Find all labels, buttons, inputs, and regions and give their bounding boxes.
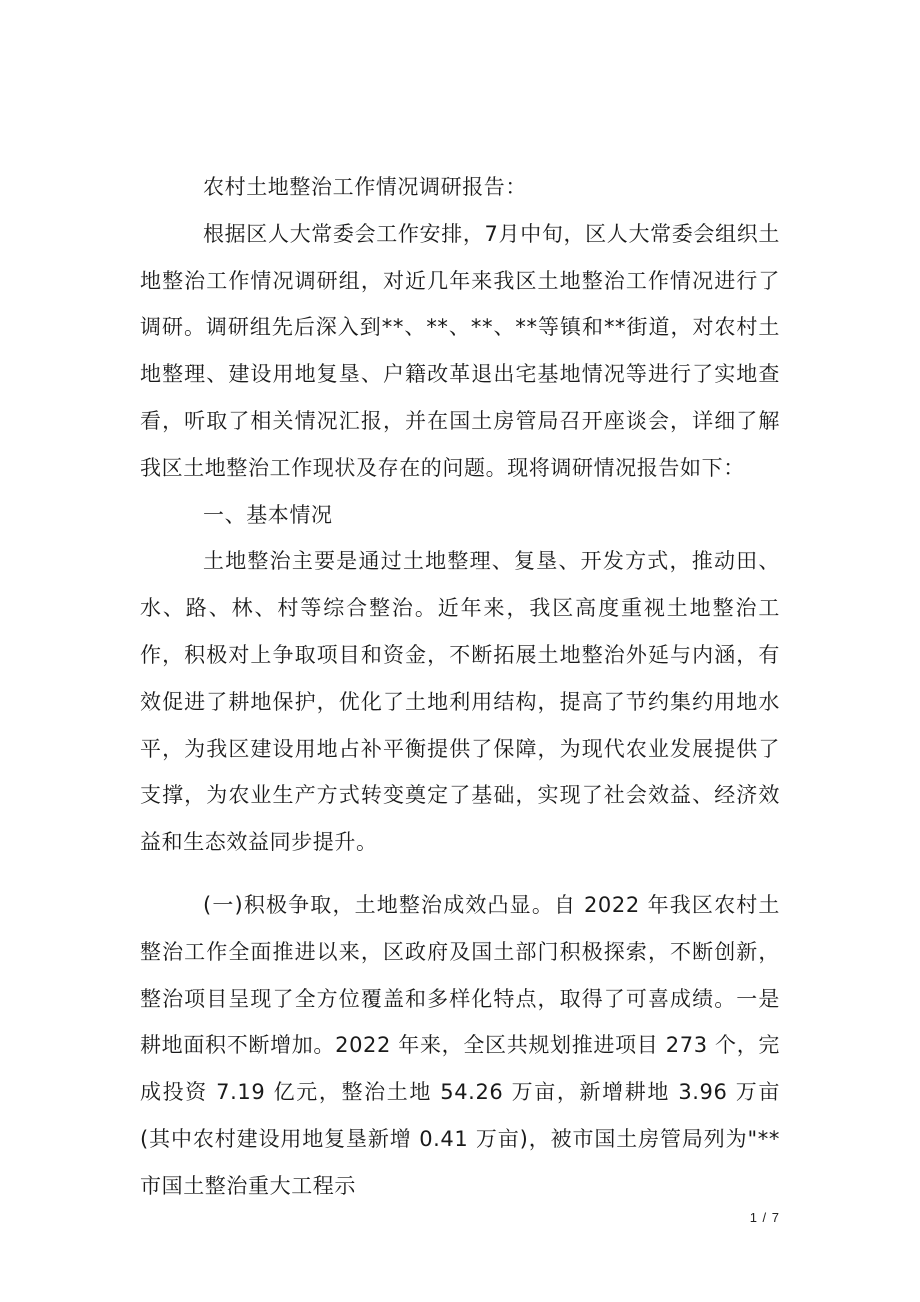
section-heading-basic-situation: 一、基本情况 <box>203 502 333 527</box>
document-title: 农村土地整治工作情况调研报告： <box>203 175 527 199</box>
basic-situation-paragraph: 土地整治主要是通过土地整理、复垦、开发方式，推动田、水、路、林、村等综合整治。近年来，我区高度重视土地整治工作，积极对上争取项目和资金，不断拓展土地整治外延与内涵，有效促进了耕地保护，优化了土地利用结构，提高了节约集约用地水平，为我区建设用地占补平衡提供了保障，为现代农业发展提供了支撑，为农业生产方式转变奠定了基础，实现了社会效益、经济效益和生态效益同步提升。 <box>140 549 780 855</box>
intro-paragraph: 根据区人大常委会工作安排，7月中旬，区人大常委会组织土地整治工作情况调研组，对近几年来我区土地整治工作情况进行了调研。调研组先后深入到**、**、**、**等镇和**街道，对农村土地整理、建设用地复垦、户籍改革退出宅基地情况等进行了实地查看，听取了相关情况汇报，并在国土房管局召开座谈会，详细了解我区土地整治工作现状及存在的问题。现将调研情况报告如下： <box>140 221 780 480</box>
subsection-one-paragraph: (一)积极争取，土地整治成效凸显。自 2022 年我区农村土整治工作全面推进以来，区政府及国土部门积极探索，不断创新，整治项目呈现了全方位覆盖和多样化特点，取得了可喜成绩。一是耕地面积不断增加。2022 年来，全区共规划推进项目 273 个，完成投资 7.19 亿元，整治土地 54.26 万亩，新增耕地 3.96 万亩(其中农村建设用地复垦新增 0.41 万亩)，被市国土房管局列为"**市国土整治重大工程示 <box>140 892 780 1198</box>
document-body <box>140 164 780 1210</box>
page-number: 1 / 7 <box>749 1210 780 1225</box>
